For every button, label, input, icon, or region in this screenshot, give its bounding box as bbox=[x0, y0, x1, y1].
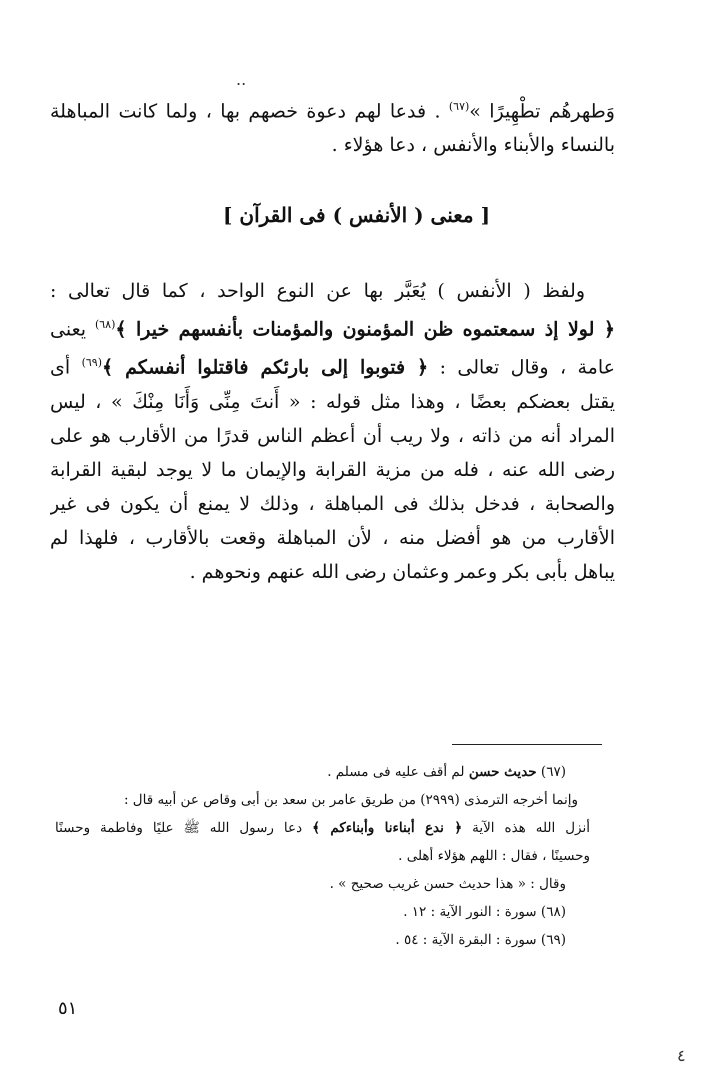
quran-quote: ﴿ لولا إذ سمعتموه ظن المؤمنون والمؤمنات بأنفسهم خيرا ﴾ bbox=[115, 318, 615, 341]
footnotes bbox=[55, 758, 590, 954]
footnote-69: (٦٩) سورة : البقرة الآية : ٥٤ . bbox=[395, 932, 566, 948]
footnote-67-line: وحسينًا ، فقال : اللهم هؤلاء أهلى . bbox=[398, 848, 590, 864]
paragraph-line: الأقارب من هو أفضل منه ، لأن المباهلة وقعت بالأقارب ، فلهذا لم bbox=[50, 526, 615, 549]
footnote-divider bbox=[452, 744, 602, 745]
paragraph-line: بالنساء والأبناء والأنفس ، دعا هؤلاء . bbox=[331, 134, 615, 157]
footnote-67-line: وقال : « هذا حديث حسن غريب صحيح » . bbox=[329, 876, 566, 892]
paragraph-1 bbox=[50, 90, 615, 162]
page-number: ٥١ bbox=[58, 998, 78, 1019]
footnote-ref-69[interactable]: (٦٩) bbox=[81, 356, 102, 370]
paragraph-2 bbox=[50, 274, 615, 589]
paragraph-line: والصحابة ، فدخل بذلك فى المباهلة ، وذلك لا يمنع أن يكون فى غير bbox=[50, 492, 615, 515]
paragraph-line: يقتل بعضكم بعضًا ، وهذا مثل قوله : « أَنتَ مِنِّى وَأَنَا مِنْكَ » ، ليس bbox=[50, 390, 615, 413]
paragraph-line: وَطهرهُم تطْهِيرًا »$^{(٦٧)}$ . فدعا لهم دعوة خصهم بها ، ولما كانت المباهلة bbox=[50, 100, 615, 123]
paragraph-line: يباهل بأبى بكر وعمر وعثمان رضى الله عنهم ونحوهم . bbox=[189, 560, 615, 583]
footnote-ref-67[interactable]: (٦٧) bbox=[448, 100, 470, 113]
margin-mark: ٤ bbox=[677, 1046, 686, 1065]
quran-quote: ﴿ فتوبوا إلى بارئكم فاقتلوا أنفسكم ﴾ bbox=[102, 356, 429, 379]
footnote-67-line: أنزل الله هذه الآية ﴿ ندع أبناءنا وأبناءكم ﴾ دعا رسول الله ﷺ عليًا وفاطمة وحسنًا bbox=[55, 820, 590, 836]
paragraph-line: ولفظ ( الأنفس ) يُعَبَّر بها عن النوع الواحد ، كما قال تعالى : bbox=[50, 280, 585, 302]
paragraph-line: المراد أنه من ذاته ، ولا ريب أن أعظم الناس قدرًا من الأقارب هو على bbox=[50, 424, 615, 447]
paragraph-line: رضى الله عنه ، فله من مزية القرابة والإيمان ما لا يوجد لبقية القرابة bbox=[50, 458, 615, 481]
footnote-ref-68[interactable]: (٦٨) bbox=[94, 318, 116, 331]
footnote-68: (٦٨) سورة : النور الآية : ١٢ . bbox=[403, 904, 566, 920]
section-heading: [ معنى ( الأنفس ) فى القرآن ] bbox=[222, 203, 491, 227]
footnote-67-line: وإنما أخرجه الترمذى (٢٩٩٩) من طريق عامر بن سعد بن أبى وقاص عن أبيه قال : bbox=[123, 792, 578, 808]
paragraph-line: ﴿ لولا إذ سمعتموه ظن المؤمنون والمؤمنات بأنفسهم خيرا ﴾$^{(٦٨)}$ يعنى bbox=[50, 318, 615, 341]
footnote-67: (٦٧) حديث حسن لم أقف عليه فى مسلم . bbox=[327, 764, 566, 780]
top-mark: .. bbox=[236, 70, 247, 89]
paragraph-line: عامة ، وقال تعالى : ﴿ فتوبوا إلى بارئكم فاقتلوا أنفسكم ﴾$^{(٦٩)}$ أى bbox=[50, 356, 615, 379]
